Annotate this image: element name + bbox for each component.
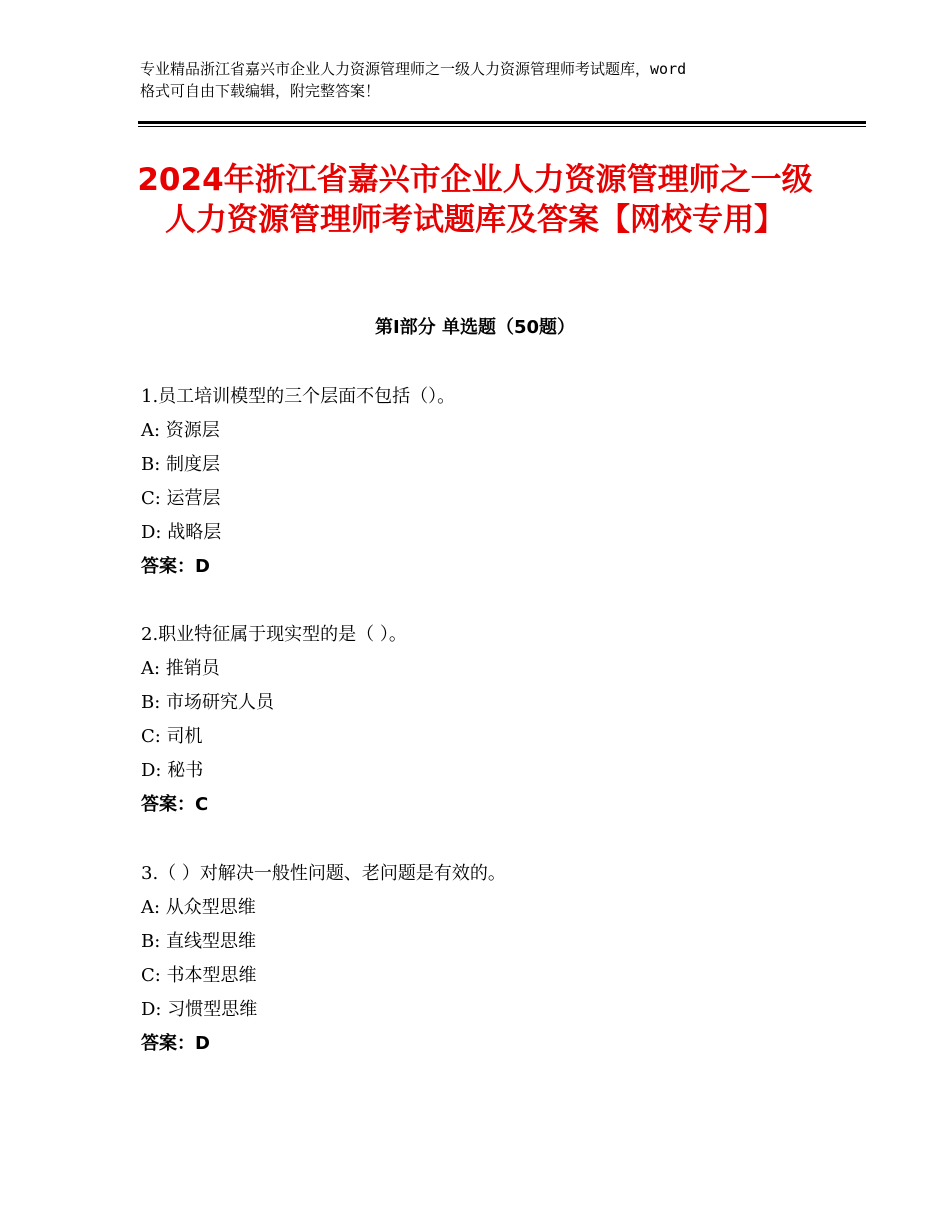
option-b: B: 直线型思维 — [141, 931, 257, 952]
question-1 — [141, 380, 821, 584]
question-stem: 1.员工培训模型的三个层面不包括（）。 — [141, 386, 456, 407]
option-d: D: 战略层 — [141, 522, 222, 543]
option-c: C: 书本型思维 — [141, 965, 257, 986]
section-heading: 第Ⅰ部分 单选题（50题） — [374, 317, 575, 338]
question-2 — [141, 618, 821, 822]
option-d: D: 秘书 — [141, 760, 204, 781]
question-3 — [141, 857, 821, 1061]
document-title: 2024年浙江省嘉兴市企业人力资源管理师之一级人力资源管理师考试题库及答案【网校专用】 — [137, 162, 813, 238]
answer: 答案：D — [141, 556, 210, 577]
option-c: C: 运营层 — [141, 488, 221, 509]
option-a: A: 推销员 — [141, 658, 220, 679]
answer: 答案：C — [141, 794, 209, 815]
header-note: 专业精品浙江省嘉兴市企业人力资源管理师之一级人力资源管理师考试题库，word 格式可自由下载编辑，附完整答案！ — [140, 60, 687, 100]
header-divider-thin — [138, 126, 866, 127]
header-divider-thick — [138, 121, 866, 124]
option-d: D: 习惯型思维 — [141, 999, 258, 1020]
answer: 答案：D — [141, 1033, 210, 1054]
question-stem: 3.（ ）对解决一般性问题、老问题是有效的。 — [141, 863, 506, 884]
question-stem: 2.职业特征属于现实型的是（ ）。 — [141, 624, 407, 645]
option-b: B: 制度层 — [141, 454, 221, 475]
option-a: A: 从众型思维 — [141, 897, 256, 918]
option-a: A: 资源层 — [141, 420, 220, 441]
option-b: B: 市场研究人员 — [141, 692, 275, 713]
option-c: C: 司机 — [141, 726, 203, 747]
